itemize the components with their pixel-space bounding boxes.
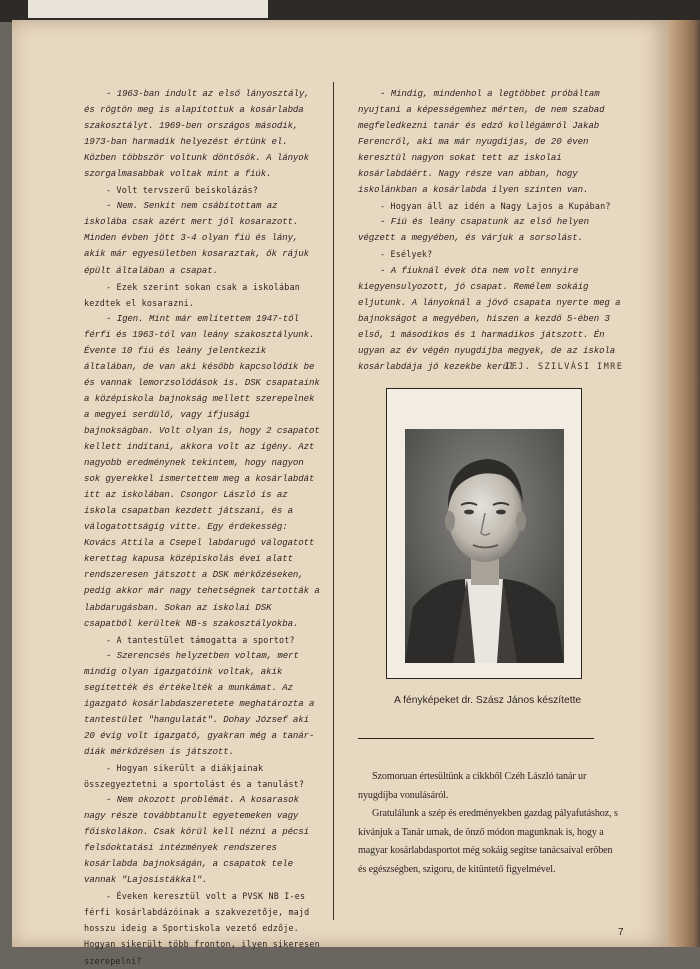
answer-paragraph: - Nem. Senkit nem csábítottam az iskolába csak azért mert jól kosarazott. Minden évben jött 3-4 olyan fiú és lány, akik már egyesületben kosaraztak, ők rájuk épült általában a csapat. xyxy=(84,200,310,276)
question-paragraph: - Éveken keresztül volt a PVSK NB I-es férfi kosárlabdázóinak a szakvezetője, majd hosszu ideig a Sportiskola vezető edzője. Hogyan sikerült több fronton, ilyen sikeresen szerepelni? xyxy=(84,891,320,966)
question-paragraph: - Hogyan sikerült a diákjainak összegyeztetni a sportolást és a tanulást? xyxy=(84,762,305,790)
question-paragraph: - Ezek szerint sokan csak a iskolában kezdtek el kosarazni. xyxy=(84,281,300,308)
answer-paragraph: - Fiú és leány csapatunk az első helyen végzett a megyében, és várjuk a sorsolást. xyxy=(358,216,589,244)
author-signature: IFJ. SZILVÁSI IMRE xyxy=(505,362,624,372)
notice-paragraph: Gratulálunk a szép és eredményekben gazdag pályafutáshoz, s kívánjuk a Tanár urnak, de önző módon magunknak is, hogy a magyar kosárlabdasportot még sokáig segítse tanácsaival erőben és egészségben, szigoru, de kitüntető figyelmével. xyxy=(358,808,618,875)
paper-tab xyxy=(28,0,268,18)
answer-paragraph: - A fiuknál évek óta nem volt ennyire kiegyensulyozott, jó csapat. Remélem sokáig eljutunk. A lányoknál a jövő csapata nyerte meg a bajnokságot a megyében, hiszen a kezdő 5-ében 3 első, 1 másodikos és 1 harmadikos játszott. Én ugyan az év végén nyugdíjba megyek, de az iskola kosárlabdája jó kezekbe kerül. xyxy=(358,264,621,372)
answer-paragraph: - Igen. Mint már említettem 1947-től férfi és 1963-tól van leány szakosztályunk. Évente 10 fiú és leány jelentkezik általában, de van aki később kapcsolódik be és vannak lemorzsolódások is. DSK csapataink a középiskola bajnokság mellett szerepelnek a megyei serdülő, vagy ifjusági bajnokságban. Volt olyan is, hogy 2 csapatot kellett indítani, akkora volt az igény. Azt nagyobb eredménynek tekintem, hogy nagyon sok gyerekkel ismertettem meg a kosárlabdát itt az iskolában. Csongor László is az iskola csapatban kezdett játszani, és a válogatottságig vitte. Egy érdekesség: Kovács Attila a Csepel labdarugó válogatott kerettag kapusa középiskolás évei alatt rendszeresen játszott a DSK mérkőzéseken, pedig akkor már nagy tehetségnek tartották a labdarugásban. Sokan az iskolai DSK csapatból kerültek NB-s szakosztályokba. xyxy=(84,312,320,629)
notice-paragraph: Szomoruan értesültünk a cikkből Czéh László tanár ur nyugdíjba vonulásáról. xyxy=(358,771,587,801)
binding-edge xyxy=(668,20,700,947)
bottom-notice xyxy=(358,768,620,880)
answer-paragraph: - Mindig, mindenhol a legtöbbet próbáltam nyujtani a képességemhez mérten, de nem szabad megfeledkezni tanár és edző kollégámról Jakab Ferencről, aki ma már nyugdíjas, de 20 éven keresztül nagyon sokat tett az iskolai kosárlabdáért. Nagy része van abban, hogy iskolánkban a kosárlabda ilyen szinten van. xyxy=(358,88,605,196)
question-paragraph: - Hogyan áll az idén a Nagy Lajos a Kupában? xyxy=(380,201,611,212)
answer-paragraph: - 1963-ban indult az első lányosztály, és rögtön meg is alapítottuk a kosárlabda szakosztályt. 1969-ben országos második, 1973-ban harmadik helyezést értünk el. Közben többször voltunk döntősök. A lányok szorgalmasabbak voltak mint a fiúk. xyxy=(84,88,310,180)
portrait-photo-frame xyxy=(386,388,582,679)
page-number: 7 xyxy=(618,927,624,938)
question-paragraph: - Volt tervszerű beiskolázás? xyxy=(106,185,259,196)
right-column xyxy=(358,86,628,375)
horizontal-rule xyxy=(358,738,594,739)
column-divider xyxy=(333,82,334,920)
photo-caption: A fényképeket dr. Szász János készítette xyxy=(394,695,582,706)
answer-paragraph: - Szerencsés helyzetben voltam, mert mindig olyan igazgatóink voltak, akik segítették és értékelték a munkámat. Az igazgató kosárlabdaszeretete meghatározta a tantestület "hangulatát". Dohay József aki 20 évig volt igazgató, gyakran még a tanár-diák mérkőzésen is játszott. xyxy=(84,649,315,757)
question-paragraph: - Esélyek? xyxy=(380,249,433,260)
portrait-photo xyxy=(405,429,564,663)
answer-paragraph: - Nem okozott problémát. A kosarasok nagy része továbbtanult egyetemeken vagy főiskolákon. Csak körül kell nézni a pécsi felsőoktatási intézmények rendszeres kosárlabda bajnokságán, a csapatok tele vannak "Lajosistákkal". xyxy=(84,794,310,886)
top-dark-strip xyxy=(0,0,700,22)
question-paragraph: - A tantestület támogatta a sportot? xyxy=(106,634,295,645)
left-column xyxy=(84,86,324,969)
